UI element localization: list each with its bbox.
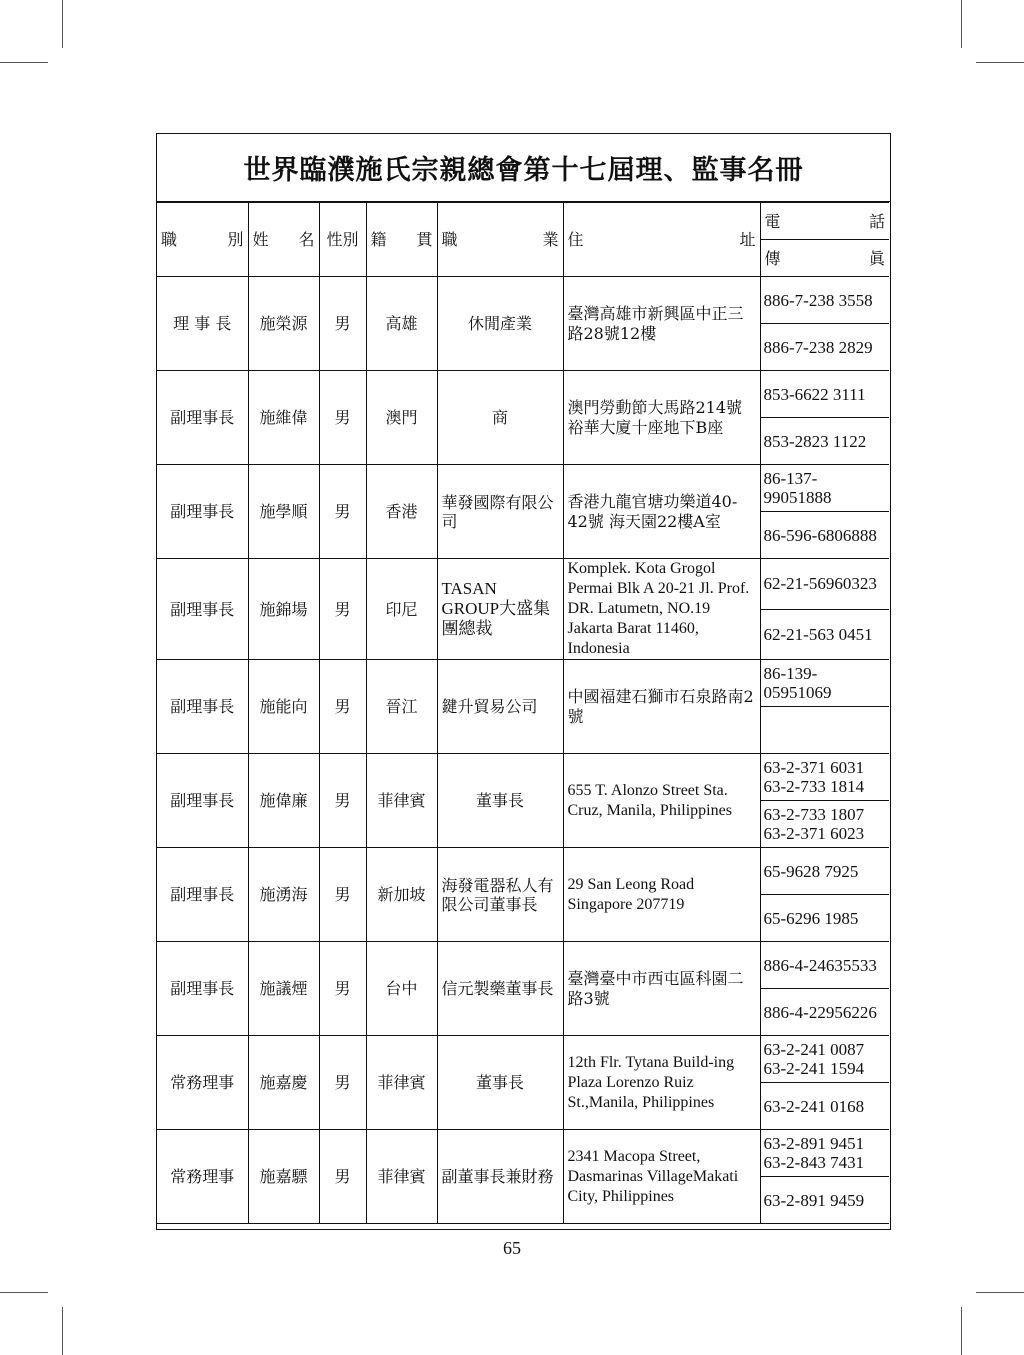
cell-phone: 65-9628 7925	[760, 848, 889, 895]
crop-mark	[0, 1292, 48, 1293]
cell-phone: 63-2-371 6031 63-2-733 1814	[760, 754, 889, 801]
header-fax: 傳 眞	[760, 240, 889, 277]
roster-table	[157, 202, 889, 1224]
cell-address: 臺灣高雄市新興區中正三路28號12樓	[563, 277, 760, 371]
table-row	[157, 277, 889, 324]
header-phone: 電 話	[760, 203, 889, 240]
table-row	[157, 465, 889, 512]
cell-role: 常務理事	[157, 1036, 248, 1130]
cell-gender: 男	[319, 1036, 366, 1130]
cell-address: 澳門勞動節大馬路214號裕華大廈十座地下B座	[563, 371, 760, 465]
cell-origin: 香港	[366, 465, 437, 559]
table-row	[157, 754, 889, 801]
table-row	[157, 660, 889, 707]
cell-phone: 63-2-891 9451 63-2-843 7431	[760, 1130, 889, 1177]
roster-frame	[156, 133, 891, 1230]
table-row	[157, 371, 889, 418]
cell-address: 29 San Leong Road Singapore 207719	[563, 848, 760, 942]
cell-name: 施嘉慶	[248, 1036, 319, 1130]
cell-occupation: 海發電器私人有限公司董事長	[437, 848, 563, 942]
cell-occupation: 信元製藥董事長	[437, 942, 563, 1036]
cell-origin: 新加坡	[366, 848, 437, 942]
cell-name: 施湧海	[248, 848, 319, 942]
cell-role: 副理事長	[157, 754, 248, 848]
crop-mark	[961, 1307, 962, 1355]
cell-fax: 63-2-733 1807 63-2-371 6023	[760, 801, 889, 848]
cell-phone: 853-6622 3111	[760, 371, 889, 418]
cell-address: 香港九龍官塘功樂道40-42號 海天園22樓A室	[563, 465, 760, 559]
cell-occupation: TASAN GROUP大盛集團總裁	[437, 559, 563, 660]
cell-name: 施偉廉	[248, 754, 319, 848]
cell-gender: 男	[319, 277, 366, 371]
cell-role: 副理事長	[157, 465, 248, 559]
cell-gender: 男	[319, 1130, 366, 1224]
cell-occupation: 休閒產業	[437, 277, 563, 371]
header-gender: 性別	[319, 203, 366, 277]
cell-origin: 台中	[366, 942, 437, 1036]
cell-name: 施榮源	[248, 277, 319, 371]
cell-name: 施學順	[248, 465, 319, 559]
cell-fax: 886-7-238 2829	[760, 324, 889, 371]
cell-phone: 62-21-56960323	[760, 559, 889, 610]
cell-phone: 63-2-241 0087 63-2-241 1594	[760, 1036, 889, 1083]
cell-origin: 晉江	[366, 660, 437, 754]
cell-origin: 菲律賓	[366, 1036, 437, 1130]
cell-origin: 高雄	[366, 277, 437, 371]
cell-fax: 65-6296 1985	[760, 895, 889, 942]
cell-role: 副理事長	[157, 942, 248, 1036]
cell-address: 臺灣臺中市西屯區科園二路3號	[563, 942, 760, 1036]
cell-gender: 男	[319, 942, 366, 1036]
cell-gender: 男	[319, 371, 366, 465]
cell-occupation: 華發國際有限公司	[437, 465, 563, 559]
crop-mark	[0, 62, 48, 63]
header-origin: 籍 貫	[366, 203, 437, 277]
cell-address: 2341 Macopa Street, Dasmarinas VillageMakati City, Philippines	[563, 1130, 760, 1224]
crop-mark	[976, 62, 1024, 63]
table-row	[157, 942, 889, 989]
cell-role: 副理事長	[157, 660, 248, 754]
cell-occupation: 鍵升貿易公司	[437, 660, 563, 754]
crop-mark	[961, 0, 962, 48]
crop-mark	[62, 1307, 63, 1355]
document-title: 世界臨濮施氏宗親總會第十七屆理、監事名冊	[157, 134, 890, 202]
cell-address: Komplek. Kota Grogol Permai Blk A 20-21 Jl. Prof. DR. Latumetn, NO.19 Jakarta Barat 11460, Indonesia	[563, 559, 760, 660]
cell-role: 副理事長	[157, 559, 248, 660]
table-row	[157, 848, 889, 895]
table-row	[157, 1130, 889, 1177]
cell-fax: 86-596-6806888	[760, 512, 889, 559]
cell-origin: 印尼	[366, 559, 437, 660]
cell-phone: 886-7-238 3558	[760, 277, 889, 324]
header-address: 住 址	[563, 203, 760, 277]
cell-role: 常務理事	[157, 1130, 248, 1224]
cell-role: 理 事 長	[157, 277, 248, 371]
cell-gender: 男	[319, 559, 366, 660]
cell-gender: 男	[319, 848, 366, 942]
header-role: 職 別	[157, 203, 248, 277]
cell-role: 副理事長	[157, 371, 248, 465]
header-name: 姓 名	[248, 203, 319, 277]
cell-name: 施能向	[248, 660, 319, 754]
cell-fax: 853-2823 1122	[760, 418, 889, 465]
table-row	[157, 559, 889, 610]
crop-mark	[976, 1292, 1024, 1293]
cell-name: 施維偉	[248, 371, 319, 465]
cell-fax	[760, 707, 889, 754]
cell-name: 施錦場	[248, 559, 319, 660]
cell-phone: 86-137-99051888	[760, 465, 889, 512]
cell-role: 副理事長	[157, 848, 248, 942]
cell-address: 12th Flr. Tytana Build-ing Plaza Lorenzo Ruiz St.,Manila, Philippines	[563, 1036, 760, 1130]
cell-phone: 886-4-24635533	[760, 942, 889, 989]
cell-phone: 86-139-05951069	[760, 660, 889, 707]
cell-address: 655 T. Alonzo Street Sta. Cruz, Manila, Philippines	[563, 754, 760, 848]
cell-origin: 澳門	[366, 371, 437, 465]
page-number: 65	[503, 1238, 521, 1258]
cell-address: 中國福建石獅市石泉路南2號	[563, 660, 760, 754]
cell-name: 施議煙	[248, 942, 319, 1036]
header-occupation: 職 業	[437, 203, 563, 277]
cell-origin: 菲律賓	[366, 754, 437, 848]
cell-occupation: 董事長	[437, 754, 563, 848]
table-row	[157, 1036, 889, 1083]
crop-mark	[62, 0, 63, 48]
cell-fax: 886-4-22956226	[760, 989, 889, 1036]
cell-occupation: 商	[437, 371, 563, 465]
cell-fax: 62-21-563 0451	[760, 609, 889, 660]
cell-fax: 63-2-241 0168	[760, 1083, 889, 1130]
cell-origin: 菲律賓	[366, 1130, 437, 1224]
cell-gender: 男	[319, 660, 366, 754]
cell-gender: 男	[319, 465, 366, 559]
cell-gender: 男	[319, 754, 366, 848]
cell-occupation: 董事長	[437, 1036, 563, 1130]
cell-name: 施嘉驃	[248, 1130, 319, 1224]
cell-occupation: 副董事長兼財務	[437, 1130, 563, 1224]
cell-fax: 63-2-891 9459	[760, 1177, 889, 1224]
